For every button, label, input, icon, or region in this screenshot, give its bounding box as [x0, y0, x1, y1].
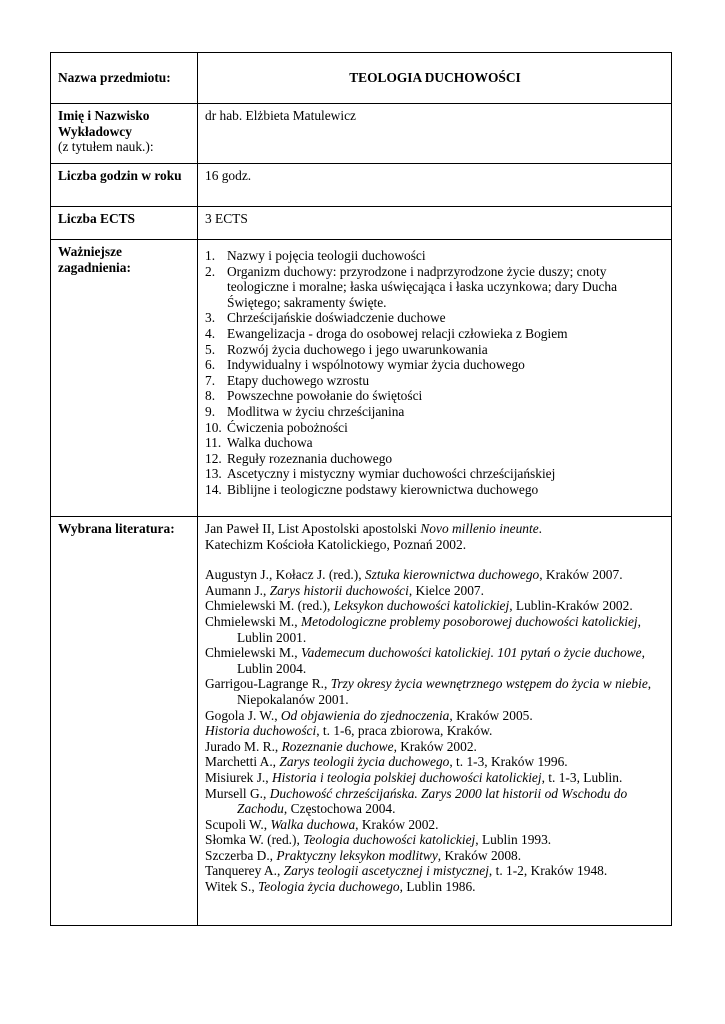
- topics-label: Ważniejsze zagadnienia:: [51, 240, 198, 517]
- topic-number: 6.: [205, 357, 216, 373]
- entry-publication: , Kielce 2007.: [408, 582, 484, 598]
- entry-title: Duchowość chrześcijańska. Zarys 2000 lat historii od Wschodu do Zachodu: [237, 785, 628, 817]
- entry-title: Zarys historii duchowości: [269, 582, 409, 598]
- entry-publication: , Lublin-Kraków 2002.: [509, 598, 633, 614]
- literature-entry: [205, 754, 665, 770]
- topic-number: 3.: [205, 310, 216, 326]
- entry-author: Szczerba D.,: [205, 847, 277, 863]
- entry-title: Walka duchowa: [270, 816, 356, 832]
- topic-item: [205, 248, 665, 264]
- entry-title: Vademecum duchowości katolickiej. 101 pytań o życie duchowe: [300, 645, 642, 661]
- entry-author: Chmielewski M.,: [205, 645, 301, 661]
- entry-title: Teologia duchowości katolickiej: [303, 832, 476, 848]
- topic-number: 9.: [205, 403, 216, 419]
- entry-title: Rozeznanie duchowe: [281, 738, 394, 754]
- topic-number: 2.: [205, 263, 216, 279]
- entry-publication: , t. 1-3, Lublin.: [541, 769, 623, 785]
- entry-author: Chmielewski M.,: [205, 613, 301, 629]
- course-info-table: [50, 52, 672, 926]
- literature-label: Wybrana literatura:: [51, 517, 198, 926]
- lecturer-label-line2: Wykładowcy: [58, 123, 132, 139]
- entry-title: Metodologiczne problemy posoborowej duchowości katolickiej: [300, 613, 638, 629]
- entry-author: Jurado M. R.,: [205, 738, 282, 754]
- topic-text: Powszechne powołanie do świętości: [227, 388, 423, 404]
- entry-title: Sztuka kierownictwa duchowego: [364, 567, 540, 583]
- literature-refs: [205, 567, 665, 894]
- entry-author: Chmielewski M. (red.),: [205, 598, 334, 614]
- entry-publication: .: [538, 521, 542, 536]
- entry-publication: , Lublin 1993.: [475, 832, 552, 848]
- topics-list: [205, 248, 665, 498]
- entry-author: Scupoli W.,: [205, 816, 271, 832]
- topic-number: 7.: [205, 372, 216, 388]
- entry-publication: , t. 1-6, praca zbiorowa, Kraków.: [316, 723, 493, 739]
- lecturer-value: dr hab. Elżbieta Matulewicz: [198, 104, 672, 164]
- entry-publication: , Kraków 2007.: [539, 567, 623, 583]
- literature-entry: [205, 645, 665, 676]
- entry-author: Marchetti A.,: [205, 754, 280, 770]
- literature-entry: [205, 817, 665, 833]
- entry-publication: , t. 1-2, Kraków 1948.: [488, 863, 608, 879]
- lecturer-label-line1: Imię i Nazwisko: [58, 108, 150, 123]
- literature-entry: [205, 521, 665, 537]
- topic-item: [205, 357, 665, 373]
- literature-intro: [205, 521, 665, 552]
- literature-entry: [205, 598, 665, 614]
- topic-text: Ćwiczenia pobożności: [227, 419, 348, 435]
- entry-author: Aumann J.,: [205, 582, 270, 598]
- ects-label: Liczba ECTS: [51, 207, 198, 240]
- literature-entry: [205, 879, 665, 895]
- course-name-value: TEOLOGIA DUCHOWOŚCI: [198, 53, 672, 104]
- literature-entry: [205, 614, 665, 645]
- topic-text: Nazwy i pojęcia teologii duchowości: [227, 248, 426, 263]
- topic-item: [205, 404, 665, 420]
- literature-entry: [205, 537, 665, 553]
- literature-entry: [205, 848, 665, 864]
- entry-publication: , Lublin 2001.: [237, 613, 642, 645]
- entry-publication: , Kraków 2002.: [355, 816, 439, 832]
- topic-item: [205, 482, 665, 498]
- topic-text: Walka duchowa: [227, 435, 313, 451]
- topics-value: [198, 240, 672, 517]
- literature-entry: [205, 567, 665, 583]
- entry-publication: , Kraków 2005.: [449, 707, 533, 723]
- entry-author: Witek S.,: [205, 879, 259, 895]
- topic-number: 8.: [205, 388, 216, 404]
- literature-row: [51, 517, 672, 926]
- topic-text: Ewangelizacja - droga do osobowej relacji człowieka z Bogiem: [227, 325, 568, 341]
- topic-number: 10.: [205, 419, 222, 435]
- course-name-label: Nazwa przedmiotu:: [51, 53, 198, 104]
- literature-entry: [205, 739, 665, 755]
- topic-number: 11.: [205, 435, 222, 451]
- entry-author: Gogola J. W.,: [205, 707, 281, 723]
- entry-author: Jan Paweł II, List Apostolski apostolski: [205, 521, 421, 536]
- topic-item: [205, 326, 665, 342]
- hours-row: [51, 164, 672, 207]
- literature-entry: [205, 708, 665, 724]
- entry-title: Trzy okresy życia wewnętrznego wstępem do życia w niebie: [330, 676, 648, 692]
- topic-text: Ascetyczny i mistyczny wymiar duchowości chrześcijańskiej: [227, 466, 556, 482]
- topic-item: [205, 420, 665, 436]
- entry-title: Zarys teologii życia duchowego: [279, 754, 450, 770]
- topic-item: [205, 388, 665, 404]
- topic-item: [205, 466, 665, 482]
- entry-author: Słomka W. (red.),: [205, 832, 304, 848]
- topic-item: [205, 342, 665, 358]
- literature-gap: [205, 552, 665, 567]
- entry-publication: , t. 1-3, Kraków 1996.: [449, 754, 568, 770]
- course-name-row: [51, 53, 672, 104]
- topic-number: 4.: [205, 325, 216, 341]
- topic-number: 1.: [205, 248, 216, 263]
- topics-row: [51, 240, 672, 517]
- lecturer-label: [51, 104, 198, 164]
- entry-publication: , Kraków 2002.: [393, 738, 477, 754]
- hours-value: 16 godz.: [198, 164, 672, 207]
- hours-label: Liczba godzin w roku: [51, 164, 198, 207]
- entry-author: Mursell G.,: [205, 785, 270, 801]
- entry-publication: , Niepokalanów 2001.: [237, 676, 652, 707]
- topic-text: Indywidualny i wspólnotowy wymiar życia duchowego: [227, 357, 525, 373]
- entry-title: Od objawienia do zjednoczenia: [280, 707, 450, 723]
- topic-item: [205, 310, 665, 326]
- entry-title: Novo millenio ineunte: [420, 521, 539, 536]
- topic-text: Modlitwa w życiu chrześcijanina: [227, 403, 405, 419]
- entry-author: Garrigou-Lagrange R.,: [205, 676, 331, 692]
- topic-item: [205, 373, 665, 389]
- ects-value: 3 ECTS: [198, 207, 672, 240]
- topic-number: 12.: [205, 450, 222, 466]
- topic-item: [205, 264, 665, 311]
- lecturer-label-sub: (z tytułem nauk.):: [58, 139, 154, 155]
- entry-publication: , Częstochowa 2004.: [283, 801, 396, 817]
- entry-publication: , Lublin 2004.: [237, 645, 645, 676]
- literature-entry: [205, 786, 665, 817]
- entry-title: Zarys teologii ascetycznej i mistycznej: [283, 863, 489, 879]
- literature-entry: [205, 583, 665, 599]
- topic-number: 5.: [205, 341, 216, 357]
- literature-entry: [205, 832, 665, 848]
- entry-publication: , Lublin 1986.: [399, 879, 476, 895]
- entry-title: Historia duchowości: [205, 723, 317, 739]
- entry-title: Praktyczny leksykon modlitwy: [276, 847, 438, 863]
- ects-row: [51, 207, 672, 240]
- topic-number: 14.: [205, 481, 222, 497]
- literature-value: [198, 517, 672, 926]
- entry-author: Augustyn J., Kołacz J. (red.),: [205, 567, 365, 583]
- topic-text: Chrześcijańskie doświadczenie duchowe: [227, 310, 446, 326]
- entry-title: Leksykon duchowości katolickiej: [333, 598, 510, 614]
- entry-title: Teologia życia duchowego: [258, 879, 400, 895]
- topic-text: Etapy duchowego wzrostu: [227, 372, 370, 388]
- entry-author: Misiurek J.,: [205, 769, 272, 785]
- topic-text: Organizm duchowy: przyrodzone i nadprzyrodzone życie duszy; cnoty teologiczne i moralne; łaska uświęcająca i łaska uczynkowa; dary Ducha Świętego; sakramenty święte.: [227, 263, 618, 310]
- literature-entry: [205, 770, 665, 786]
- lecturer-row: [51, 104, 672, 164]
- literature-entry: [205, 676, 665, 707]
- topic-item: [205, 435, 665, 451]
- literature-entry: [205, 723, 665, 739]
- literature-entry: [205, 863, 665, 879]
- topic-text: Rozwój życia duchowego i jego uwarunkowania: [227, 341, 488, 357]
- entry-title: Historia i teologia polskiej duchowości katolickiej: [271, 769, 542, 785]
- topic-text: Reguły rozeznania duchowego: [227, 450, 393, 466]
- entry-author: Katechizm Kościoła Katolickiego, Poznań 2002.: [205, 536, 467, 552]
- topic-text: Biblijne i teologiczne podstawy kierownictwa duchowego: [227, 481, 539, 497]
- entry-publication: , Kraków 2008.: [437, 847, 522, 863]
- entry-author: Tanquerey A.,: [205, 863, 284, 879]
- topic-item: [205, 451, 665, 467]
- topic-number: 13.: [205, 466, 222, 482]
